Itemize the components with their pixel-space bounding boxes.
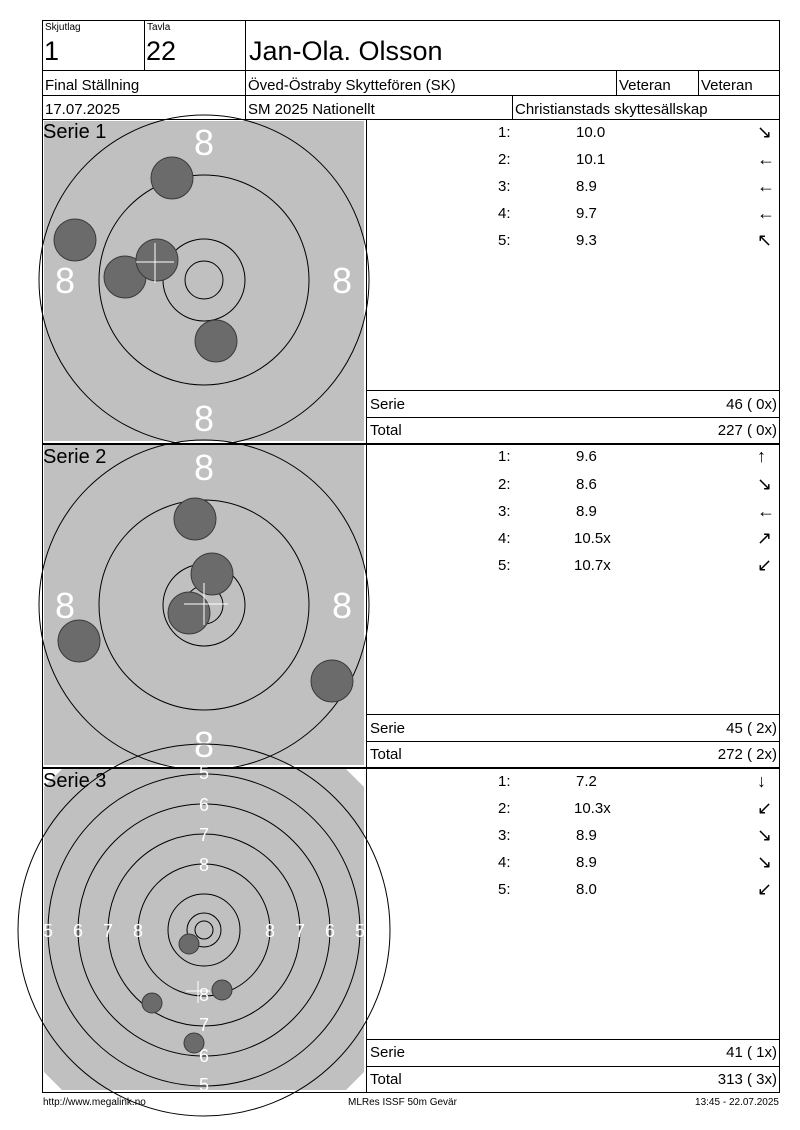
shot-number: 1:	[498, 124, 511, 141]
shot-direction-icon: ↗	[757, 528, 773, 548]
shot-value: 9.6	[576, 448, 597, 465]
shot-number: 3:	[498, 178, 511, 195]
footer-timestamp: 13:45 - 22.07.2025	[695, 1097, 779, 1108]
ring-label: 8	[54, 585, 76, 626]
ring-label: 7	[294, 921, 306, 941]
shot-value: 8.9	[576, 503, 597, 520]
ring-label: 5	[198, 763, 210, 783]
shot-value: 8.9	[576, 178, 597, 195]
shot-value: 8.9	[576, 854, 597, 871]
ring-label: 8	[132, 921, 144, 941]
target-serie-2	[44, 445, 364, 765]
shot-direction-icon: ←	[757, 176, 775, 196]
class-2: Veteran	[701, 77, 753, 94]
skjutlag-value: 1	[44, 36, 60, 66]
shot-number: 2:	[498, 476, 511, 493]
ring-label: 6	[198, 795, 210, 815]
target-serie-1	[44, 121, 364, 441]
shot-number: 4:	[498, 530, 511, 547]
class-1: Veteran	[619, 77, 671, 94]
skjutlag-label: Skjutlag	[45, 22, 81, 33]
total-score: 227 ( 0x)	[717, 422, 777, 439]
shot-direction-icon: ↘	[757, 852, 773, 872]
shot-number: 1:	[498, 448, 511, 465]
shot-number: 4:	[498, 854, 511, 871]
shot-value: 8.6	[576, 476, 597, 493]
shot-number: 5:	[498, 232, 511, 249]
shot-direction-icon: ↖	[757, 230, 773, 250]
shot-number: 2:	[498, 151, 511, 168]
shot-direction-icon: ↙	[757, 798, 773, 818]
ring-label: 8	[193, 447, 215, 488]
footer-url[interactable]: http://www.megalink.no	[43, 1097, 146, 1108]
serie-label: Serie	[370, 1044, 406, 1061]
total-score: 313 ( 3x)	[717, 1071, 777, 1088]
ring-label: 8	[193, 398, 215, 439]
target-serie-3	[42, 763, 366, 1095]
serie-label: Serie	[370, 720, 406, 737]
series-title: Serie 3	[43, 770, 107, 792]
shooter-name: Jan-Ola. Olsson	[249, 36, 443, 66]
shot-direction-icon: ↘	[757, 825, 773, 845]
shot-direction-icon: ←	[757, 501, 775, 521]
ring-label: 8	[198, 985, 210, 1005]
ring-label: 8	[193, 122, 215, 163]
footer-system: MLRes ISSF 50m Gevär	[348, 1097, 457, 1108]
shot-value: 10.3x	[574, 800, 611, 817]
ring-label: 7	[198, 825, 210, 845]
serie-score: 46 ( 0x)	[726, 396, 777, 413]
series-title: Serie 2	[43, 446, 107, 468]
serie-score: 45 ( 2x)	[726, 720, 777, 737]
shot-number: 3:	[498, 503, 511, 520]
shot-direction-icon: ↓	[757, 771, 766, 791]
club: Öved-Östraby Skyttefören (SK)	[248, 77, 456, 94]
tavla-value: 22	[146, 36, 177, 66]
ring-label: 8	[331, 260, 353, 301]
shot-value: 9.7	[576, 205, 597, 222]
shot-number: 4:	[498, 205, 511, 222]
shot-direction-icon: ↑	[757, 446, 766, 466]
shot-number: 1:	[498, 773, 511, 790]
phase: Final Ställning	[45, 77, 140, 94]
shot-value: 7.2	[576, 773, 597, 790]
organizer: Christianstads skyttesällskap	[515, 101, 708, 118]
shot-direction-icon: ↘	[757, 474, 773, 494]
shot-number: 5:	[498, 557, 511, 574]
total-label: Total	[370, 422, 402, 439]
ring-label: 8	[331, 585, 353, 626]
ring-label: 6	[324, 921, 336, 941]
shot-number: 3:	[498, 827, 511, 844]
series-title: Serie 1	[43, 121, 107, 143]
shot-value: 9.3	[576, 232, 597, 249]
ring-label: 8	[198, 855, 210, 875]
shot-direction-icon: ←	[757, 203, 775, 223]
shot-direction-icon: ↘	[757, 122, 773, 142]
serie-label: Serie	[370, 396, 406, 413]
ring-label: 8	[264, 921, 276, 941]
shot-value: 10.5x	[574, 530, 611, 547]
shot-value: 10.0	[576, 124, 606, 141]
shot-direction-icon: ↙	[757, 555, 773, 575]
shot-value: 10.1	[576, 151, 606, 168]
event: SM 2025 Nationellt	[248, 101, 375, 118]
date: 17.07.2025	[45, 101, 121, 118]
shot-value: 10.7x	[574, 557, 611, 574]
ring-label: 8	[54, 260, 76, 301]
shot-direction-icon: ↙	[757, 879, 773, 899]
tavla-label: Tavla	[147, 22, 171, 33]
ring-label: 6	[198, 1046, 210, 1066]
serie-score: 41 ( 1x)	[726, 1044, 777, 1061]
ring-label: 7	[198, 1015, 210, 1035]
total-label: Total	[370, 1071, 402, 1088]
ring-label: 5	[42, 921, 54, 941]
shot-value: 8.9	[576, 827, 597, 844]
ring-label: 5	[354, 921, 366, 941]
total-score: 272 ( 2x)	[717, 746, 777, 763]
shot-number: 2:	[498, 800, 511, 817]
ring-label: 5	[198, 1075, 210, 1095]
total-label: Total	[370, 746, 402, 763]
shot-number: 5:	[498, 881, 511, 898]
ring-label: 8	[193, 724, 215, 765]
ring-label: 7	[102, 921, 114, 941]
ring-label: 6	[72, 921, 84, 941]
shot-direction-icon: ←	[757, 149, 775, 169]
shot-value: 8.0	[576, 881, 597, 898]
